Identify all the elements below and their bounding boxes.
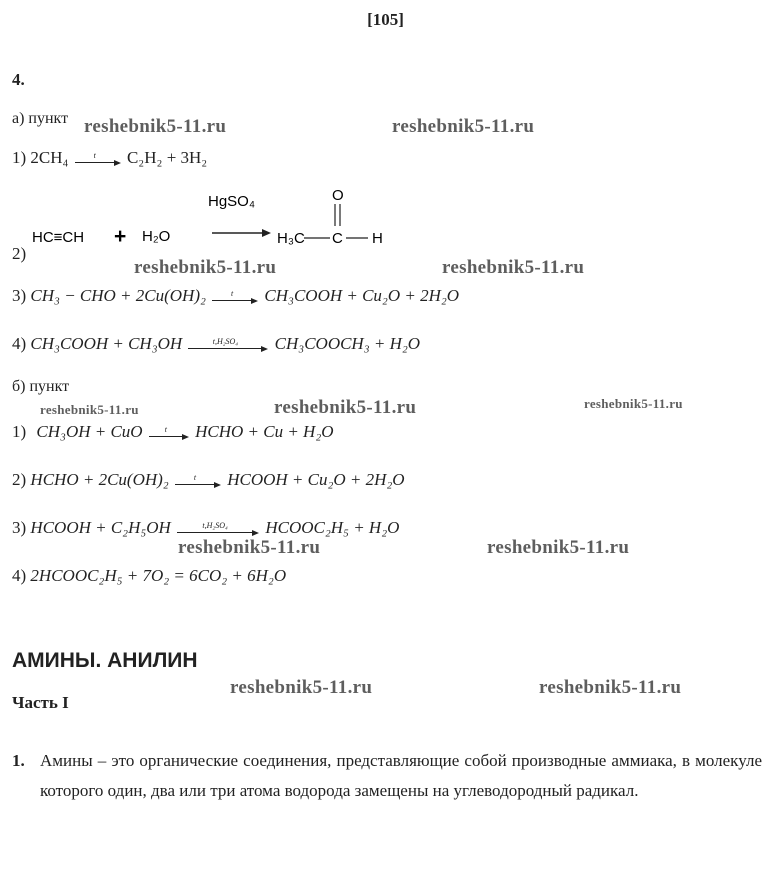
page-number: [105] bbox=[367, 10, 404, 29]
equation-b2 bbox=[12, 470, 405, 490]
reaction-arrow bbox=[188, 338, 268, 352]
catalyst-label: HgSO₄ bbox=[208, 193, 255, 210]
part-a-label: а) пункт bbox=[12, 110, 69, 127]
watermark: reshebnik5-11.ru bbox=[584, 396, 683, 411]
equation-b3 bbox=[12, 518, 399, 538]
plus-sign: + bbox=[114, 225, 127, 248]
reaction-arrow bbox=[175, 474, 221, 488]
equation-lhs: CH₃COOH + CH₃OH bbox=[30, 334, 183, 353]
equation-rhs: CH₃COOCH₃ + H₂O bbox=[274, 334, 421, 353]
equation-number: 1) bbox=[12, 148, 27, 167]
equation-a3 bbox=[12, 286, 459, 306]
product-carbon: C bbox=[332, 230, 343, 247]
equation-b4 bbox=[12, 566, 286, 586]
equation-number: 4) bbox=[12, 334, 27, 353]
part-b-label: б) пункт bbox=[12, 378, 70, 395]
task-number: 4. bbox=[12, 70, 25, 89]
watermark: reshebnik5-11.ru bbox=[392, 116, 535, 137]
watermark: reshebnik5-11.ru bbox=[178, 537, 321, 558]
item-1 bbox=[12, 746, 762, 806]
equation-number-a2: 2) bbox=[12, 244, 27, 263]
water-formula: H₂O bbox=[142, 228, 171, 245]
equation-lhs: CH₃OH + CuO bbox=[36, 422, 143, 441]
equation-number: 4) bbox=[12, 566, 27, 585]
acetylene-formula: HC≡CH bbox=[32, 229, 85, 246]
arrow-condition: t,H₂SO₄ bbox=[202, 521, 228, 531]
equation-number: 3) bbox=[12, 286, 27, 305]
watermark: reshebnik5-11.ru bbox=[487, 537, 630, 558]
arrow-condition: t bbox=[193, 473, 197, 483]
equation-rhs: HCHO + Cu + H₂O bbox=[195, 422, 334, 441]
watermark: reshebnik5-11.ru bbox=[230, 677, 373, 698]
watermark: reshebnik5-11.ru bbox=[40, 402, 139, 417]
watermark: reshebnik5-11.ru bbox=[274, 397, 417, 418]
section-title: АМИНЫ. АНИЛИН bbox=[12, 649, 198, 672]
reaction-arrow bbox=[212, 290, 258, 304]
equation-rhs: HCOOC₂H₅ + H₂O bbox=[265, 518, 400, 537]
equation-number: 1) bbox=[12, 422, 27, 441]
product-methyl: H₃C bbox=[277, 230, 305, 247]
equation-lhs: HCHO + 2Cu(OH)₂ bbox=[30, 470, 169, 489]
item-number: 1. bbox=[12, 751, 25, 770]
arrow-condition: t bbox=[93, 151, 96, 161]
equation-number: 2) bbox=[12, 470, 27, 489]
equation-rhs: C₂H₂ + 3H₂ bbox=[126, 148, 208, 167]
equation-number: 3) bbox=[12, 518, 27, 537]
equation-lhs: 2CH₄ bbox=[30, 148, 69, 167]
reaction-arrow bbox=[149, 426, 189, 440]
equation-lhs: CH₃ − CHO + 2Cu(OH)₂ bbox=[30, 286, 206, 305]
item-text: Амины – это органические соединения, представляющие собой производные аммиака, в молекуле которого один, два или три атома водорода замещены на углеводородный радикал. bbox=[40, 751, 762, 800]
arrow-condition: t bbox=[231, 289, 234, 299]
reaction-arrow bbox=[177, 522, 259, 536]
watermark: reshebnik5-11.ru bbox=[134, 257, 277, 278]
watermark: reshebnik5-11.ru bbox=[442, 257, 585, 278]
hydration-scheme bbox=[28, 180, 398, 252]
subsection-title: Часть I bbox=[12, 693, 69, 712]
scheme-arrow-head bbox=[262, 229, 271, 237]
watermark: reshebnik5-11.ru bbox=[539, 677, 682, 698]
equation-a1 bbox=[12, 148, 207, 168]
equation-text: 2HCOOC₂H₅ + 7O₂ = 6CO₂ + 6H₂O bbox=[30, 566, 287, 585]
equation-rhs: HCOOH + Cu₂O + 2H₂O bbox=[227, 470, 405, 489]
equation-lhs: HCOOH + C₂H₅OH bbox=[30, 518, 171, 537]
product-hydrogen: H bbox=[372, 230, 383, 247]
product-oxygen: O bbox=[332, 187, 344, 204]
arrow-condition: t,H₂SO₄ bbox=[212, 337, 239, 347]
watermark: reshebnik5-11.ru bbox=[84, 116, 227, 137]
equation-a4 bbox=[12, 334, 420, 354]
equation-rhs: CH₃COOH + Cu₂O + 2H₂O bbox=[264, 286, 460, 305]
arrow-condition: t bbox=[164, 425, 167, 435]
reaction-arrow bbox=[75, 152, 121, 166]
equation-b1 bbox=[12, 422, 334, 442]
